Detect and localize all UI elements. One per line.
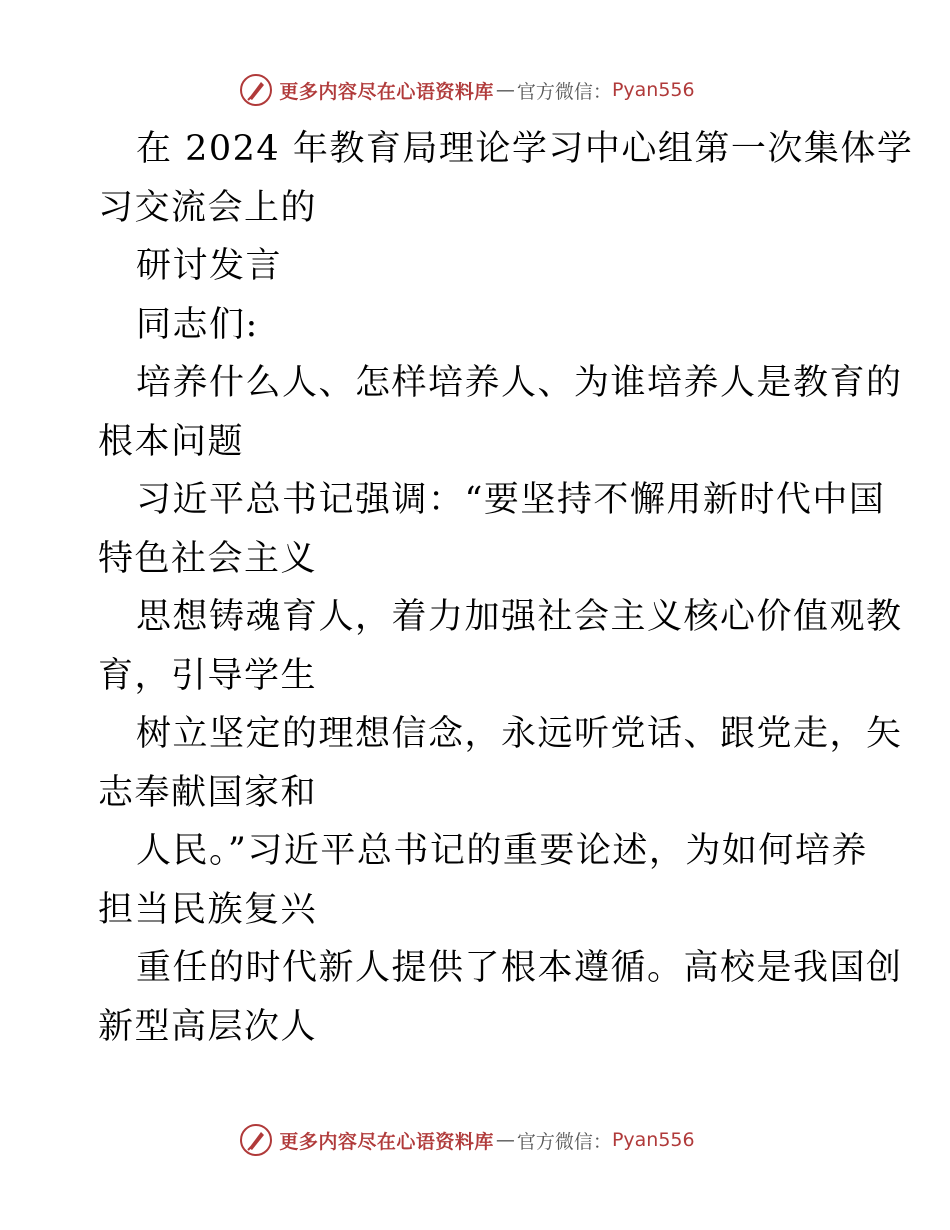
document-body [98, 120, 914, 1056]
text-line: 根本问题 [98, 421, 245, 462]
text-line: 重任的时代新人提供了根本遵循。高校是我国创 [136, 948, 903, 988]
watermark-site-name: 更多内容尽在心语资料库 [279, 1130, 494, 1153]
text-line: 人民。”习近平总书记的重要论述，为如何培养 [136, 831, 868, 871]
text-line: 习交流会上的 [98, 187, 318, 228]
text-line: 树立坚定的理想信念，永远听党话、跟党走，矢 [136, 714, 903, 754]
text-line: 习近平总书记强调：“要坚持不懈用新时代中国 [136, 480, 886, 520]
quill-logo-icon [239, 1123, 273, 1157]
text-line: 育，引导学生 [98, 655, 318, 696]
text-line: 特色社会主义 [98, 538, 318, 579]
watermark-wechat-label: 官方微信： [516, 1130, 612, 1153]
footer-watermark [0, 1120, 950, 1160]
text-line: 新型高层次人 [98, 1006, 318, 1047]
watermark-wechat-label: 官方微信： [516, 80, 612, 103]
header-watermark [0, 70, 950, 110]
text-line: 在 2024 年教育局理论学习中心组第一次集体学 [136, 129, 914, 169]
watermark-group [239, 1123, 694, 1157]
quill-logo-icon [239, 73, 273, 107]
text-line: 研讨发言 [136, 246, 283, 286]
text-line: 志奉献国家和 [98, 772, 318, 813]
text-line: 同志们: [136, 304, 259, 345]
watermark-separator: — [495, 1129, 515, 1151]
watermark-wechat-id: Pyan556 [611, 1129, 695, 1151]
watermark-separator: — [495, 79, 515, 101]
watermark-wechat-id: Pyan556 [611, 79, 695, 101]
watermark-site-name: 更多内容尽在心语资料库 [279, 80, 494, 103]
text-line: 培养什么人、怎样培养人、为谁培养人是教育的 [136, 363, 903, 403]
text-line: 担当民族复兴 [98, 889, 318, 930]
text-line: 思想铸魂育人，着力加强社会主义核心价值观教 [136, 597, 903, 637]
watermark-group [239, 73, 694, 107]
